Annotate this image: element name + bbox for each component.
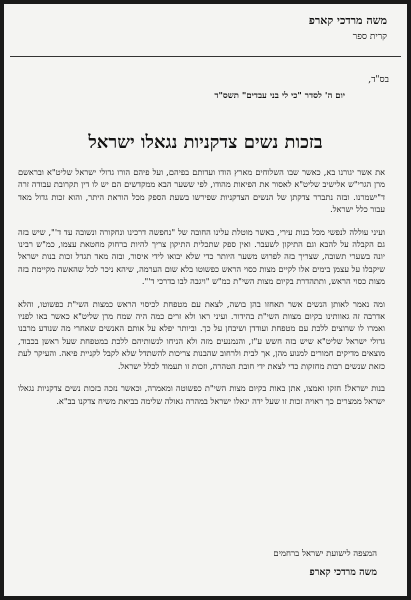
letterhead [309,14,387,43]
signature-closing: המצפה לישועת ישראל ברחמים [273,549,377,559]
letter-page [4,4,407,596]
paragraph: בנות ישראל! חזקו ואמצו, אתן באות בקיום מצות השי"ת כפשוטה ומאמרה, וכאשר נזכה בזכות נשים צדקניות נגאלו ישראל ממצרים כך ראויה זכות זו שעל ידה יגאלו ישראל במהרה גאולה שלימה בביאת משיח צדקנו בב"א. [18,383,385,406]
letter-title: בזכות נשים צדקניות נגאלו ישראל [88,132,323,153]
letter-body [18,166,385,417]
letter-date: יום ה' לסדר "כי לי בני עבדים" תשס"ד [214,91,345,101]
paragraph: את אשר יגורנו בא, כאשר שבו השלוחים מארץ הודו ועדותם בפיהם, ועל פיהם הורו גדולי ישראל שליט"א ובראשם מרן הגרי"ש אלישיב שליט"א לאסור את הפיאות מהודו, לפי ששער הבא ממקדשים הם יש לו דין תקרובת עבודה זרה ד"ישמרנו. ובזה נתברר צדקתן של הנשים הצדקניות שפירשו בשעת הספק מכל הוראת היתר, והוא זכות גדול מאד עבור כלל ישראל. [18,167,385,215]
paragraph: ועיני עוללה לנפשי מכל בנות עירי, באשר מוטלת עלינו החובה של "נחפשה דרכינו ונחקורה ונשובה עד ד'", שיש בזה גם הקבלה על להבא וגם התיקון לשעבר. ואין ספק שתכלית התיקון צריך להיות ברחוק מחטאת עצמו, כמ"ש רבינו יונה בשערי תשובה, שצריך בזה לפרוש משער היותר כדי שלא יבואו לידי איסור, ובזה מאד תגדל זכות בנות ישראל שיקבלו על עצמן בימים אלו לקיים מצות כסוי הראש כפשוטו בלא שום הערמה, שיהא ניכר לכל שהאשה מקיימת בזה מצות כסוי הראש, ותתהדרת בקיום מצות השי"ת כמ"ש "ויגבה לבו בדרכי ד'". [18,226,385,287]
letterhead-place: קרית ספר [352,32,387,42]
paragraph: ומה נאמר לאותן הנשים אשר תאחזו בהן בושה, לצאת עם מטפחת לכיסוי הראש כמצות השי"ת כפשוטו, והלא אדרבה זה גאוותינו בקיום מצוות השי"ת בהידור. ועיני ראו ולא זרים כמה היה שמח מרן שליט"א כאשר באו לפניו ואמרו לו שרוצים ללכת עם מטפחת ועודדן ושיבחן על כך. וביותר יפלא על אותם האנשים שאחרי מה שנודע מרבנו גדולי ישראל שליט"א שיש בזה חשש ע"ז, והנמנעים מזה ולא הניחו לנשותיהם ללכת במטפחת שעל ראשן בכבוד, מוצאים מדיקים חמורים למנוע מהן, אך לבית ולרחוב שהבנות צריכות להשתדל שלא לקבל לקניית פיאה. והעיקר לעת כזאת שנשים רבות מחזקות כדי לצאת ידי חובת הטהרה, וזכות זו תעמוד לכלל ישראל. [18,298,385,371]
header-divider [10,56,401,57]
letterhead-name: משה מרדכי קארפ [308,14,387,27]
signature-name: משה מרדכי קארפ [309,567,377,578]
bsd-mark: בס"ד, [368,75,389,85]
signature-block [273,548,377,578]
